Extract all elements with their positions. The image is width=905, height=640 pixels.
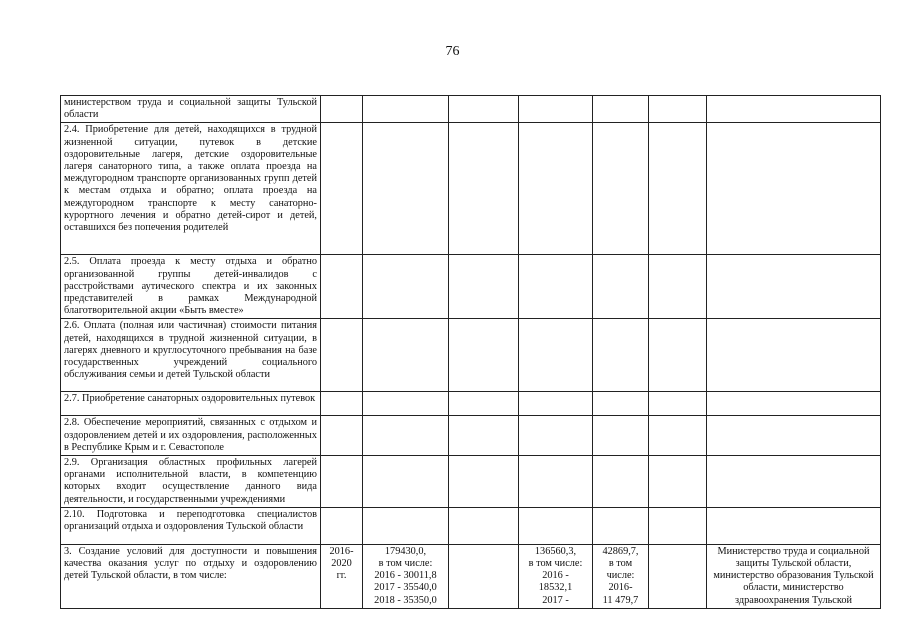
table-row-section-3 xyxy=(61,544,881,608)
local-line: 2016- xyxy=(608,582,633,594)
table-row xyxy=(61,416,881,456)
empty-cell xyxy=(649,544,707,608)
program-table xyxy=(60,95,881,609)
row-description: 2.5. Оплата проезда к месту отдыха и обратно организованной группы детей-инвалидов с расстройствами аутического спектра и их законных представителей в рамках Международной благотворительной акции «Быть вместе» xyxy=(61,255,321,319)
regional-funding-cell xyxy=(519,544,593,608)
table-row xyxy=(61,123,881,255)
page-number: 76 xyxy=(445,44,460,59)
table-row xyxy=(61,456,881,508)
local-line: числе: xyxy=(606,570,635,582)
row-description: 2.10. Подготовка и переподготовка специалистов организаций отдыха и оздоровления Тульской области xyxy=(61,507,321,544)
row-description: 3. Создание условий для доступности и повышения качества оказания услуг по отдыху и оздоровлению детей Тульской области, в том числе: xyxy=(61,544,321,608)
local-line: 42869,7, xyxy=(602,545,639,557)
row-description: 2.6. Оплата (полная или частичная) стоимости питания детей, находящихся в трудной жизненной ситуации, в лагерях дневного и круглосуточного пребывания на базе государственных учреждений социального обслуживания семьи и детей Тульской области xyxy=(61,319,321,392)
table-row xyxy=(61,392,881,416)
total-line: 2016 - 30011,8 xyxy=(374,570,437,582)
row-description: 2.7. Приобретение санаторных оздоровительных путевок xyxy=(61,392,321,416)
row-description: министерством труда и социальной защиты Тульской области xyxy=(61,96,321,123)
row-description: 2.8. Обеспечение мероприятий, связанных с отдыхом и оздоровлением детей и их оздоровления, расположенных в Республике Крым и г. Севастополе xyxy=(61,416,321,456)
regional-line: 136560,3, xyxy=(534,545,577,557)
regional-line: 18532,1 xyxy=(538,582,573,594)
regional-line: в том числе: xyxy=(528,558,583,570)
total-line: 2018 - 35350,0 xyxy=(374,594,437,606)
table-row xyxy=(61,96,881,123)
regional-line: 2017 - xyxy=(542,594,569,606)
local-line: в том xyxy=(608,558,633,570)
total-line: 179430,0, xyxy=(384,545,427,557)
local-funding-cell xyxy=(593,544,649,608)
local-line: 11 479,7 xyxy=(602,594,639,606)
total-line: в том числе: xyxy=(378,558,433,570)
period-years: 2016-2020 xyxy=(329,545,354,570)
total-line: 2017 - 35540,0 xyxy=(374,582,437,594)
row-description: 2.4. Приобретение для детей, находящихся в трудной жизненной ситуации, путевок в детские оздоровительные лагеря, детские оздоровительные лагеря санаторного типа, а также оплата проезда на междугородном транспорте организованных групп детей к местам отдыха и обратно; оплата проезда на междугородном транспорте к месту санаторно-курортного лечения и обратно детей-сирот и детей, оставшихся без попечения родителей xyxy=(61,123,321,255)
period-unit: гг. xyxy=(336,570,347,582)
table-row xyxy=(61,255,881,319)
total-funding-cell xyxy=(363,544,449,608)
empty-cell xyxy=(449,544,519,608)
row-description: 2.9. Организация областных профильных лагерей органами исполнительной власти, в компетенцию которых входит осуществление данного вида деятельности, и государственными учреждениями xyxy=(61,456,321,508)
period-cell xyxy=(321,544,363,608)
executor-cell: Министерство труда и социальной защиты Тульской области, министерство образования Тульской области, министерство здравоохранения Тульской xyxy=(707,544,881,608)
regional-line: 2016 - xyxy=(542,570,569,582)
table-row xyxy=(61,319,881,392)
table-row xyxy=(61,507,881,544)
